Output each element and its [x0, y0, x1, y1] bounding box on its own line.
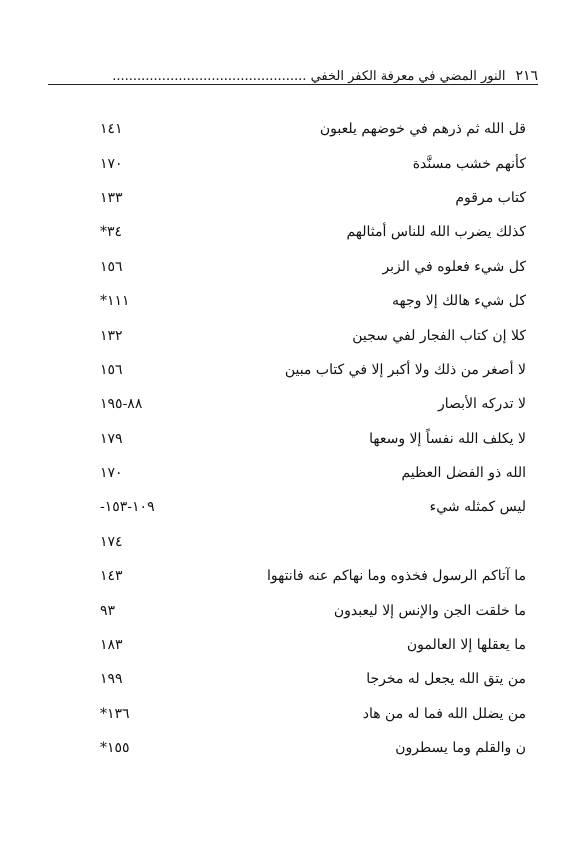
index-row	[100, 559, 526, 593]
verse-text: ن والقلم وما يسطرون	[395, 740, 526, 757]
page-refs: ١٩٩	[100, 671, 123, 688]
page-refs: ٩٣	[100, 602, 116, 619]
verse-text: ما يعقلها إلا العالمون	[406, 637, 526, 654]
verse-text: كل شيء هالك إلا وجهه	[391, 293, 526, 310]
index-row	[100, 250, 526, 284]
index-row	[100, 456, 526, 490]
page-number: ٢١٦	[515, 68, 538, 84]
verse-text: ليس كمثله شيء	[429, 499, 526, 516]
page-refs: ٣٤*	[100, 224, 123, 241]
verse-text: ما آتاكم الرسول فخذوه وما نهاكم عنه فانتهوا	[267, 568, 526, 585]
index-row	[100, 490, 526, 524]
page-refs: ١٠٩-١٥٣-	[100, 499, 155, 516]
verse-text: كأنهم خشب مسنَّدة	[412, 155, 526, 172]
index-row	[100, 353, 526, 387]
verse-text: كذلك يضرب الله للناس أمثالهم	[346, 224, 526, 241]
verse-text: كتاب مرقوم	[455, 189, 526, 206]
page-refs: ١٣٦*	[100, 705, 130, 722]
page-refs: ١١١*	[100, 293, 130, 310]
index-row	[100, 387, 526, 421]
page-refs: ١٣٢	[100, 327, 123, 344]
running-title: النور المضي في معرفة الكفر الخفي ...............................................	[112, 69, 506, 84]
page-refs: ١٥٦	[100, 361, 123, 378]
index-row	[100, 112, 526, 146]
page-refs: ١٥٥*	[100, 740, 130, 757]
verse-text: من يضلل الله فما له من هاد	[362, 705, 526, 722]
verse-text: قل الله ثم ذرهم في خوضهم يلعبون	[319, 121, 526, 138]
index-row	[100, 215, 526, 249]
verse-text: لا تدركه الأبصار	[438, 396, 526, 413]
page-refs: ١٧٠	[100, 465, 123, 482]
verse-text: كلا إن كتاب الفجار لفي سجين	[352, 327, 526, 344]
index-row	[100, 181, 526, 215]
page-refs: ١٤٣	[100, 568, 123, 585]
index-row	[100, 593, 526, 627]
page-refs: ١٧٩	[100, 430, 123, 447]
index-row	[100, 628, 526, 662]
page-refs: ١٧٠	[100, 155, 123, 172]
page-refs: ١٤١	[100, 121, 123, 138]
index-row	[100, 146, 526, 180]
index-row	[100, 422, 526, 456]
verse-text: لا يكلف الله نفساً إلا وسعها	[369, 430, 526, 447]
page-refs: ١٣٣	[100, 189, 123, 206]
index-row	[100, 731, 526, 765]
page-refs: ١٧٤	[100, 533, 123, 550]
page-refs: ١٨٣	[100, 637, 123, 654]
index-row	[100, 662, 526, 696]
page-refs: ٨٨-١٩٥	[100, 396, 143, 413]
page-header	[48, 60, 538, 85]
verse-index-list	[100, 112, 526, 765]
verse-text: لا أصغر من ذلك ولا أكبر إلا في كتاب مبين	[284, 361, 526, 378]
verse-text: من يتق الله يجعل له مخرجا	[366, 671, 526, 688]
page-refs: ١٥٦	[100, 258, 123, 275]
index-row	[100, 318, 526, 352]
index-row	[100, 697, 526, 731]
index-row	[100, 525, 526, 559]
verse-text: الله ذو الفضل العظيم	[401, 465, 526, 482]
verse-text: كل شيء فعلوه في الزبر	[382, 258, 526, 275]
verse-text: ما خلقت الجن والإنس إلا ليعبدون	[333, 602, 526, 619]
index-row	[100, 284, 526, 318]
